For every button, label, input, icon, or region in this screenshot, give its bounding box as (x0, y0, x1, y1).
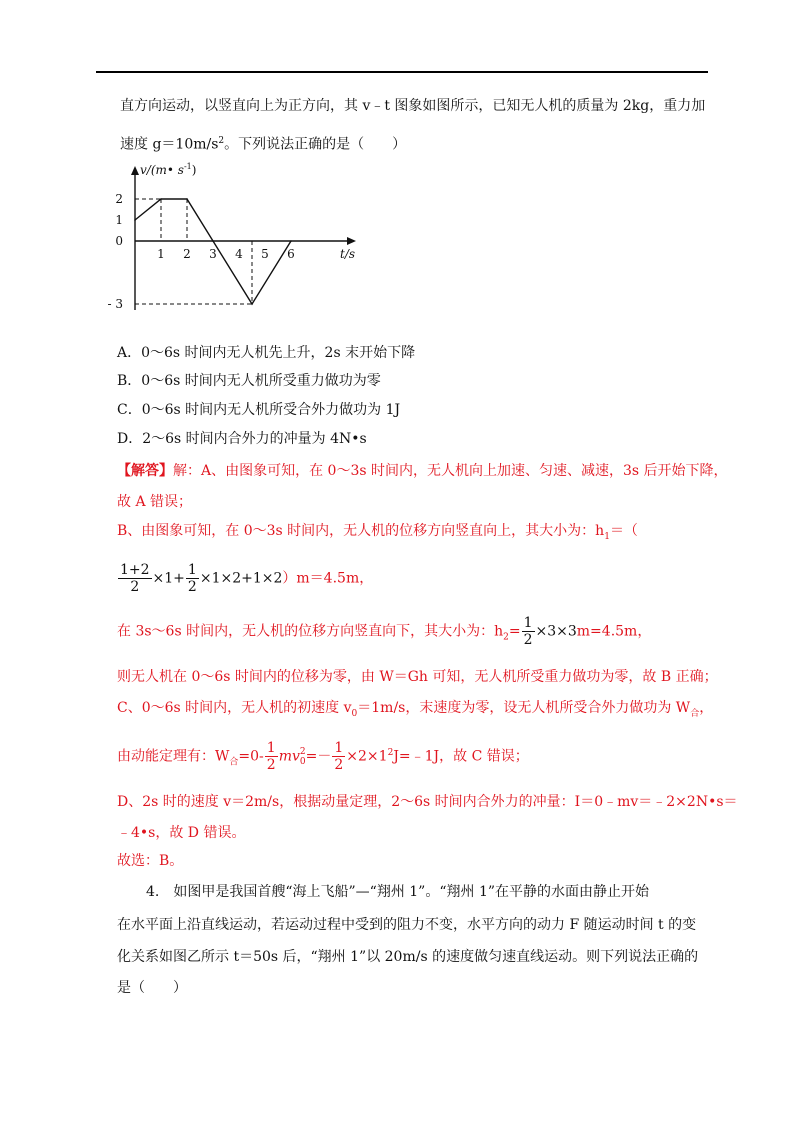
q4-line-1: 4. 如图甲是我国首艘“海上飞船”—“翔州 1”。“翔州 1”在平静的水面由静止开始 (146, 884, 650, 900)
answer-line-10: ﹣4•s，故 D 错误。 (117, 825, 246, 841)
option-b: B．0～6s 时间内无人机所受重力做功为零 (117, 373, 381, 389)
x-tick-label: 6 (287, 247, 295, 261)
equation-1-part-a: ×1+ (152, 570, 185, 587)
fraction-3-den: 2 (523, 632, 533, 648)
question-line-2-sup: 2 (218, 136, 225, 146)
question-line-2-tail: 。下列说法正确的是（ ） (224, 136, 407, 153)
velocity-point (160, 198, 162, 200)
answer-line-3 (117, 522, 638, 546)
y-tick-label: 1 (115, 213, 123, 227)
y-tick-label: 0 (115, 234, 123, 248)
x-tick-label: 1 (157, 247, 165, 261)
velocity-point (134, 219, 136, 221)
equation-1-part-b: ×1×2+1×2 (199, 570, 283, 587)
answer-line-7 (117, 699, 713, 723)
answer-line-11: 故选：B。 (117, 853, 184, 869)
vt-graph (107, 160, 370, 320)
answer-line-8-m: m (278, 748, 292, 765)
x-axis-arrow (347, 237, 356, 245)
fraction-4-num: 1 (266, 740, 276, 756)
answer-line-1 (117, 462, 728, 480)
velocity-point (186, 198, 188, 200)
answer-line-8-result: J=﹣1J，故 C 错误； (393, 748, 529, 765)
y-tick-label: - 3 (107, 297, 123, 311)
answer-line-8-eq2: =－ (305, 748, 332, 765)
answer-line-5-eq: = (508, 623, 521, 640)
velocity-point (212, 240, 214, 242)
answer-line-3-sub: 1 (604, 531, 610, 542)
answer-line-5-text: 在 3s～6s 时间内，无人机的位移方向竖直向下，其大小为：h (117, 623, 504, 640)
fraction-3 (522, 615, 535, 648)
equation-1 (117, 562, 373, 595)
fraction-5-den: 2 (334, 757, 344, 773)
answer-line-7-end: ， (699, 700, 714, 716)
answer-line-8-mid: ×2×1 (346, 748, 388, 765)
x-tick-label: 5 (261, 247, 269, 261)
answer-line-5-result: m=4.5m， (576, 623, 652, 640)
fraction-1 (118, 562, 152, 595)
answer-line-5 (117, 615, 651, 648)
x-tick-labels (157, 247, 295, 261)
q4-line-4: 是（ ） (117, 980, 187, 996)
x-tick-label: 3 (209, 247, 217, 261)
q4-line-2: 在水平面上沿直线运动，若运动过程中受到的阻力不变，水平方向的动力 F 随运动时间 t 的变 (117, 917, 697, 933)
answer-line-8-sup: 2 (387, 747, 394, 758)
x-tick-label: 4 (235, 247, 243, 261)
x-axis-label: t/s (340, 247, 356, 261)
question-line-2 (120, 132, 406, 154)
fraction-1-den: 2 (130, 579, 140, 595)
q4-line-3: 化关系如图乙所示 t＝50s 后，“翔州 1”以 20m/s 的速度做匀速直线运动。则下列说法正确的 (117, 949, 699, 965)
answer-line-7-text: C、0～6s 时间内，无人机的初速度 v (117, 700, 352, 716)
answer-line-5-sub: 2 (503, 632, 509, 643)
question-line-2-text: 速度 g＝10m/s (120, 136, 219, 153)
fraction-2 (186, 562, 199, 595)
option-d: D．2～6s 时间内合外力的冲量为 4N•s (117, 431, 367, 447)
answer-line-8-sub: 合 (229, 757, 239, 768)
fraction-2-den: 2 (187, 579, 197, 595)
answer-line-3-end: ＝（ (609, 523, 638, 539)
answer-tag: 【解答】 (117, 463, 173, 479)
velocity-point (290, 240, 292, 242)
option-a: A．0～6s 时间内无人机先上升，2s 末开始下降 (117, 345, 416, 361)
velocity-point (251, 303, 253, 305)
answer-line-6: 则无人机在 0～6s 时间内的位移为零，由 W＝Gh 可知，无人机所受重力做功为零，故 B 正确； (117, 669, 718, 685)
answer-line-8 (117, 740, 529, 773)
question-line-1: 直方向运动，以竖直向上为正方向，其 v﹣t 图象如图所示，已知无人机的质量为 2kg，重力加 (120, 98, 706, 114)
equation-1-result: ）m＝4.5m， (282, 570, 374, 587)
y-axis-arrow (131, 166, 139, 175)
option-c: C．0～6s 时间内无人机所受合外力做功为 1J (117, 402, 401, 418)
fraction-2-num: 1 (187, 562, 197, 578)
answer-line-7-mid: ＝1m/s，末速度为零，设无人机所受合外力做功为 W (357, 700, 691, 716)
answer-line-1-text: 解：A、由图象可知，在 0～3s 时间内，无人机向上加速、匀速、减速，3s 后开始下降， (173, 463, 728, 479)
answer-line-5-mid: ×3×3 (535, 623, 577, 640)
fraction-4 (265, 740, 278, 773)
answer-line-8-text: 由动能定理有：W (117, 748, 230, 765)
answer-line-8-eq: =0- (238, 748, 264, 765)
header-rule (96, 71, 708, 73)
y-axis-label: v/(m• $s^{-1}$) (140, 162, 197, 177)
answer-line-2: 故 A 错误； (117, 494, 193, 510)
answer-line-7-sub2: 合 (690, 708, 700, 719)
fraction-5-num: 1 (334, 740, 344, 756)
fraction-5 (332, 740, 345, 773)
answer-line-9: D、2s 时的速度 v＝2m/s，根据动量定理，2～6s 时间内合外力的冲量：I＝0﹣mv＝﹣2×2N•s＝ (117, 794, 738, 810)
fraction-1-num: 1+2 (120, 562, 150, 578)
fraction-3-num: 1 (523, 615, 533, 631)
answer-line-8-v-sub: 0 (299, 756, 306, 767)
fraction-4-den: 2 (266, 757, 276, 773)
y-tick-labels (107, 192, 123, 311)
x-tick-label: 2 (183, 247, 191, 261)
answer-line-3-text: B、由图象可知，在 0～3s 时间内，无人机的位移方向竖直向上，其大小为：h (117, 523, 605, 539)
answer-line-8-v: v (291, 748, 300, 765)
answer-line-8-v-sup: 2 (299, 746, 306, 757)
y-tick-label: 2 (115, 192, 123, 206)
answer-line-7-sub: 0 (351, 708, 358, 719)
